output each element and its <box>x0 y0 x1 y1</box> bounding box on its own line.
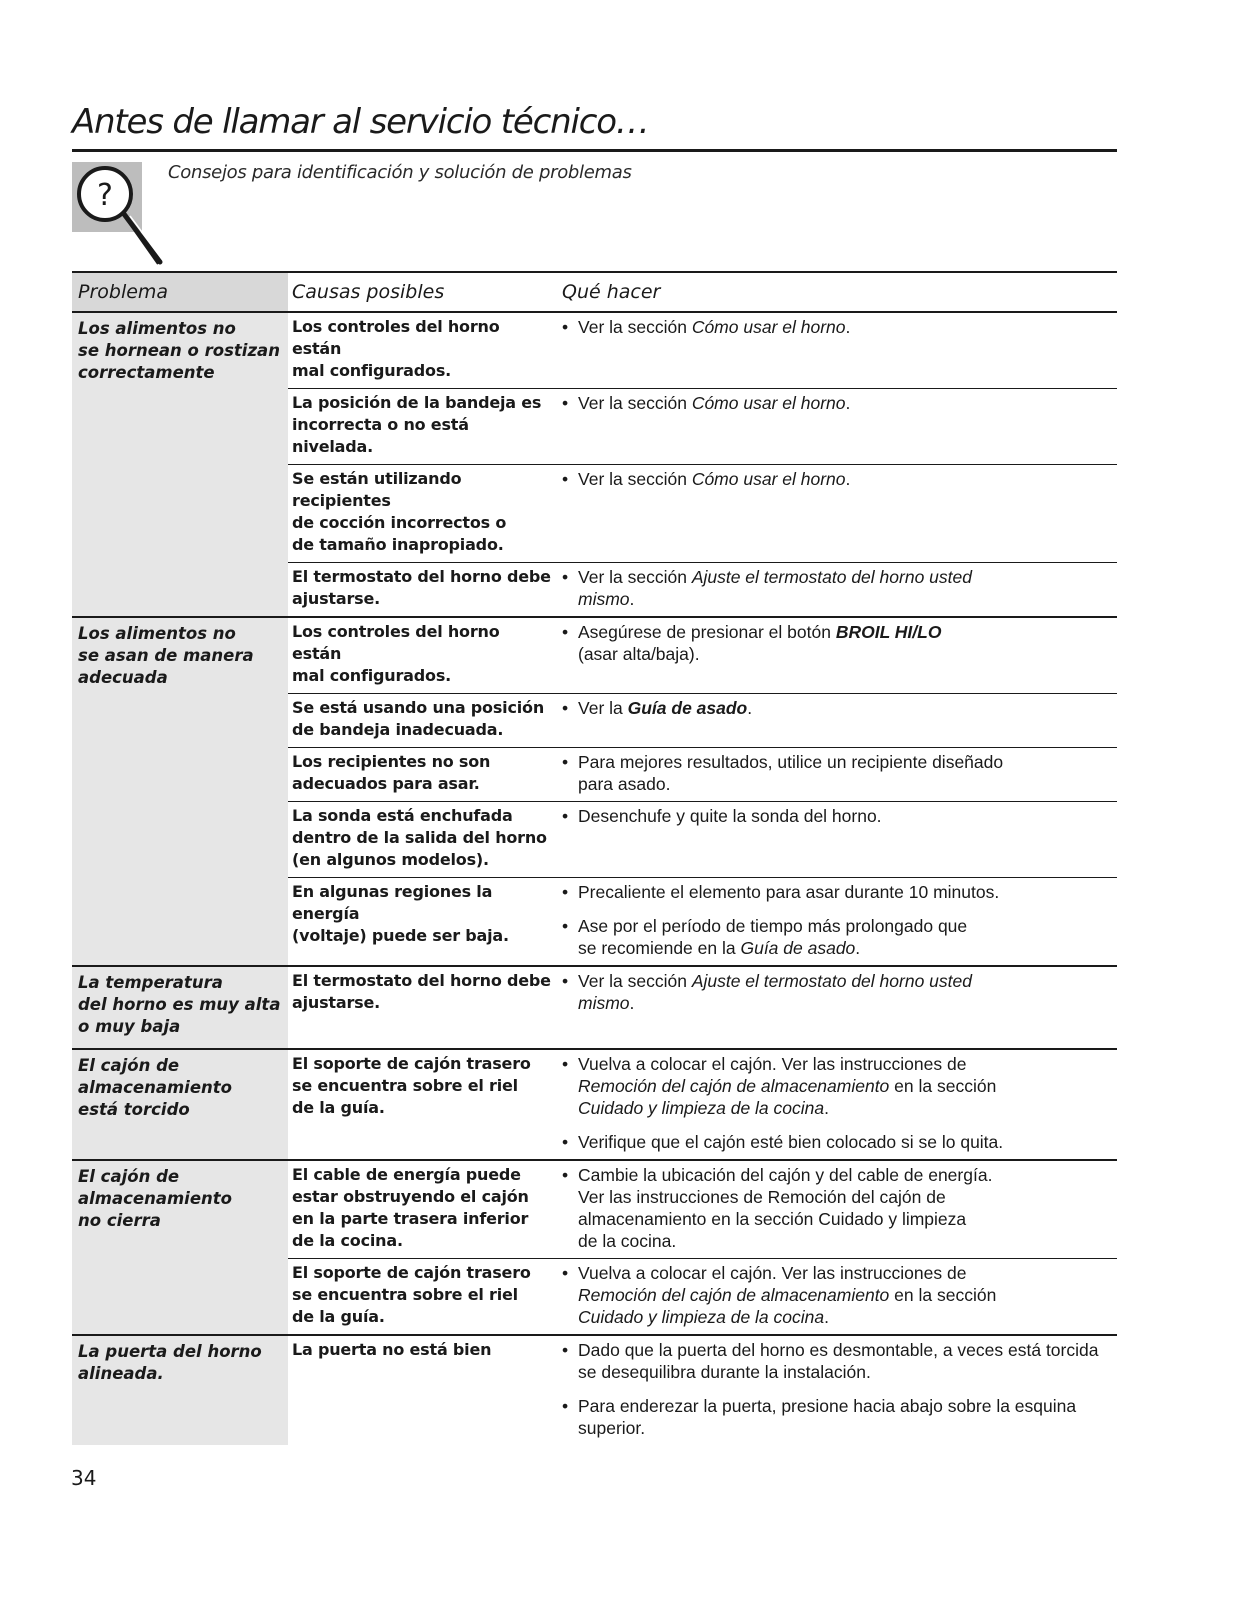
table-row <box>288 389 1117 465</box>
cause-cell: Los recipientes no son adecuados para asar. <box>292 752 491 793</box>
bullet-fragment: . <box>747 698 753 718</box>
bullet-fragment: Ajuste el termostato del horno usted mismo <box>578 971 972 1013</box>
todo-cell <box>558 618 1117 693</box>
bullet-item <box>562 1339 1113 1383</box>
bullet-fragment: Ver la <box>578 698 628 718</box>
bullet-fragment: . <box>845 469 851 489</box>
cause-cell: Se están utilizando recipientes de cocción incorrectos o de tamaño inapropiado. <box>292 469 507 554</box>
bullet-dot: • <box>562 393 569 413</box>
todo-cell <box>558 563 1117 616</box>
table-row <box>288 618 1117 694</box>
problem-group <box>72 1050 1117 1161</box>
todo-cell <box>558 1050 1117 1159</box>
bullet-text <box>578 1131 1003 1153</box>
bullet-dot: • <box>562 1054 569 1074</box>
bullet-item <box>562 915 1113 959</box>
bullet-dot: • <box>562 317 569 337</box>
cause-cell: La puerta no está bien <box>292 1340 492 1359</box>
bullet-fragment: . <box>629 589 635 609</box>
bullet-dot: • <box>562 971 569 991</box>
cause-cell: La sonda está enchufada dentro de la salida del horno (en algunos modelos). <box>292 806 547 869</box>
bullet-fragment: BROIL HI/LO <box>835 622 942 642</box>
bullet-fragment: Remoción del cajón de almacenamiento <box>578 1285 890 1305</box>
bullet-fragment: en la sección <box>894 1285 997 1305</box>
table-row <box>288 967 1117 1020</box>
bullet-text <box>578 316 850 338</box>
bullet-fragment: Dado que la puerta del horno es desmontable, a veces está torcida se desequilibra durante la instalación. <box>578 1340 1099 1382</box>
bullet-fragment: . <box>824 1307 829 1327</box>
bullet-fragment: Cómo usar el horno <box>691 469 846 489</box>
problem-group <box>72 1161 1117 1336</box>
problem-group <box>72 1336 1117 1445</box>
bullet-text <box>578 1262 996 1328</box>
bullet-fragment: Cómo usar el horno <box>691 317 846 337</box>
bullet-text <box>578 566 972 610</box>
bullet-text <box>578 970 972 1014</box>
bullet-item <box>562 468 1113 490</box>
cause-cell: El soporte de cajón trasero se encuentra sobre el riel de la guía. <box>292 1054 531 1117</box>
bullet-item <box>562 881 1113 903</box>
table-row <box>288 802 1117 878</box>
bullet-dot: • <box>562 916 569 936</box>
bullet-item <box>562 392 1113 414</box>
page-subtitle: Consejos para identificación y solución de problemas <box>168 162 632 183</box>
cause-cell: El termostato del horno debe ajustarse. <box>292 567 551 608</box>
troubleshooting-table <box>72 271 1117 1445</box>
bullet-item <box>562 805 1113 827</box>
cause-rows <box>288 967 1117 1048</box>
cause-cell: Los controles del horno están mal configurados. <box>292 622 500 685</box>
todo-cell <box>558 389 1117 464</box>
title-divider <box>72 149 1117 152</box>
bullet-dot: • <box>562 1132 569 1152</box>
bullet-dot: • <box>562 806 569 826</box>
table-row <box>288 1161 1117 1259</box>
cause-rows <box>288 618 1117 965</box>
todo-cell <box>558 802 1117 877</box>
todo-cell <box>558 1161 1117 1258</box>
bullet-fragment: Vuelva a colocar el cajón. Ver las instrucciones de <box>578 1263 967 1283</box>
bullet-fragment: Guía de asado <box>627 698 748 718</box>
todo-cell <box>558 878 1117 965</box>
bullet-dot: • <box>562 752 569 772</box>
bullet-dot: • <box>562 1165 569 1185</box>
bullet-fragment: Verifique que el cajón esté bien colocado si se lo quita. <box>578 1132 1004 1152</box>
table-header <box>72 271 1117 313</box>
bullet-fragment: Cómo usar el horno <box>691 393 846 413</box>
bullet-item <box>562 1262 1113 1328</box>
bullet-item <box>562 1164 1113 1252</box>
bullet-text <box>578 468 850 490</box>
todo-cell <box>558 1259 1117 1334</box>
todo-cell <box>558 967 1117 1020</box>
problem-cell: Los alimentos no se asan de manera adecuada <box>72 618 288 965</box>
bullet-text <box>578 1053 996 1119</box>
todo-cell <box>558 465 1117 562</box>
bullet-text <box>578 1395 1076 1439</box>
bullet-fragment: Cuidado y limpieza de la cocina <box>578 1307 825 1327</box>
bullet-text <box>578 1164 992 1252</box>
bullet-fragment: Remoción del cajón de almacenamiento <box>578 1076 890 1096</box>
bullet-fragment: (asar alta/baja). <box>578 644 700 664</box>
bullet-item <box>562 621 1113 665</box>
header-todo: Qué hacer <box>562 281 661 303</box>
bullet-fragment: Guía de asado <box>740 938 856 958</box>
bullet-fragment: Ver la sección <box>578 567 692 587</box>
bullet-text <box>578 392 850 414</box>
problem-group <box>72 618 1117 967</box>
table-row <box>288 1259 1117 1334</box>
cause-cell: Se está usando una posición de bandeja inadecuada. <box>292 698 545 739</box>
bullet-item <box>562 751 1113 795</box>
bullet-dot: • <box>562 698 569 718</box>
cause-cell: El termostato del horno debe ajustarse. <box>292 971 551 1012</box>
cause-rows <box>288 1161 1117 1334</box>
bullet-fragment: . <box>629 993 635 1013</box>
bullet-text <box>578 881 999 903</box>
todo-cell <box>558 694 1117 747</box>
svg-text:?: ? <box>97 178 113 213</box>
todo-cell <box>558 1336 1117 1445</box>
bullet-fragment: . <box>845 317 851 337</box>
bullet-item <box>562 1395 1113 1439</box>
bullet-fragment: Para mejores resultados, utilice un recipiente diseñado para asado. <box>578 752 1004 794</box>
cause-rows <box>288 1050 1117 1159</box>
page-number: 34 <box>71 1466 97 1490</box>
bullet-text <box>578 751 1003 795</box>
bullet-fragment: Vuelva a colocar el cajón. Ver las instrucciones de <box>578 1054 967 1074</box>
problem-group <box>72 313 1117 618</box>
cause-rows <box>288 313 1117 616</box>
page-title: Antes de llamar al servicio técnico… <box>72 102 649 142</box>
bullet-dot: • <box>562 1396 569 1416</box>
bullet-fragment: en la sección <box>894 1076 997 1096</box>
table-row <box>288 878 1117 965</box>
table-row <box>288 748 1117 802</box>
bullet-item <box>562 1053 1113 1119</box>
todo-cell <box>558 313 1117 388</box>
bullet-fragment: Ver la sección <box>578 393 692 413</box>
bullet-fragment: Cuidado y limpieza de la cocina <box>578 1098 825 1118</box>
cause-cell: En algunas regiones la energía (voltaje) puede ser baja. <box>292 882 509 945</box>
todo-cell <box>558 748 1117 801</box>
table-body <box>72 313 1117 1445</box>
problem-cell: La temperatura del horno es muy alta o muy baja <box>72 967 288 1048</box>
table-row <box>288 563 1117 616</box>
cause-rows <box>288 1336 1117 1445</box>
cause-cell: Los controles del horno están mal configurados. <box>292 317 500 380</box>
bullet-item <box>562 566 1113 610</box>
table-row <box>288 1050 1117 1159</box>
cause-cell: El soporte de cajón trasero se encuentra sobre el riel de la guía. <box>292 1263 531 1326</box>
bullet-text <box>578 805 882 827</box>
cause-cell: El cable de energía puede estar obstruyendo el cajón en la parte trasera inferior de la cocina. <box>292 1165 529 1250</box>
bullet-dot: • <box>562 567 569 587</box>
bullet-text <box>578 915 967 959</box>
cause-cell: La posición de la bandeja es incorrecta o no está nivelada. <box>292 393 542 456</box>
problem-group <box>72 967 1117 1050</box>
bullet-fragment: Para enderezar la puerta, presione hacia abajo sobre la esquina superior. <box>578 1396 1077 1438</box>
problem-cell: La puerta del horno alineada. <box>72 1336 288 1445</box>
header-causes: Causas posibles <box>292 281 445 303</box>
bullet-fragment: Ver la sección <box>578 469 692 489</box>
bullet-item <box>562 697 1113 719</box>
table-row <box>288 465 1117 563</box>
bullet-fragment: Ver la sección <box>578 971 692 991</box>
bullet-fragment: Ver la sección <box>578 317 692 337</box>
bullet-fragment: Ase por el período de tiempo más prolongado que se recomiende en la <box>578 916 968 958</box>
bullet-dot: • <box>562 1340 569 1360</box>
bullet-dot: • <box>562 1263 569 1283</box>
bullet-item <box>562 970 1113 1014</box>
bullet-text <box>578 621 941 665</box>
bullet-dot: • <box>562 469 569 489</box>
header-problem: Problema <box>72 273 288 311</box>
bullet-fragment: Precaliente el elemento para asar durante 10 minutos. <box>578 882 1000 902</box>
bullet-dot: • <box>562 882 569 902</box>
troubleshooting-icon <box>72 162 167 270</box>
bullet-fragment: . <box>824 1098 829 1118</box>
table-row <box>288 313 1117 389</box>
table-row <box>288 1336 1117 1445</box>
bullet-text <box>578 697 752 719</box>
table-row <box>288 694 1117 748</box>
bullet-text <box>578 1339 1098 1383</box>
problem-cell: Los alimentos no se hornean o rostizan correctamente <box>72 313 288 616</box>
problem-cell: El cajón de almacenamiento no cierra <box>72 1161 288 1334</box>
bullet-fragment: Desenchufe y quite la sonda del horno. <box>578 806 882 826</box>
bullet-fragment: . <box>845 393 851 413</box>
bullet-item <box>562 1131 1113 1153</box>
problem-cell: El cajón de almacenamiento está torcido <box>72 1050 288 1159</box>
bullet-fragment: Asegúrese de presionar el botón <box>578 622 836 642</box>
bullet-dot: • <box>562 622 569 642</box>
bullet-fragment: . <box>855 938 861 958</box>
bullet-fragment: Ajuste el termostato del horno usted mismo <box>578 567 972 609</box>
bullet-fragment: Cambie la ubicación del cajón y del cable de energía. Ver las instrucciones de Remoción del cajón de almacenamiento en la sección Cuidado y limpieza de la cocina. <box>578 1165 993 1251</box>
bullet-item <box>562 316 1113 338</box>
